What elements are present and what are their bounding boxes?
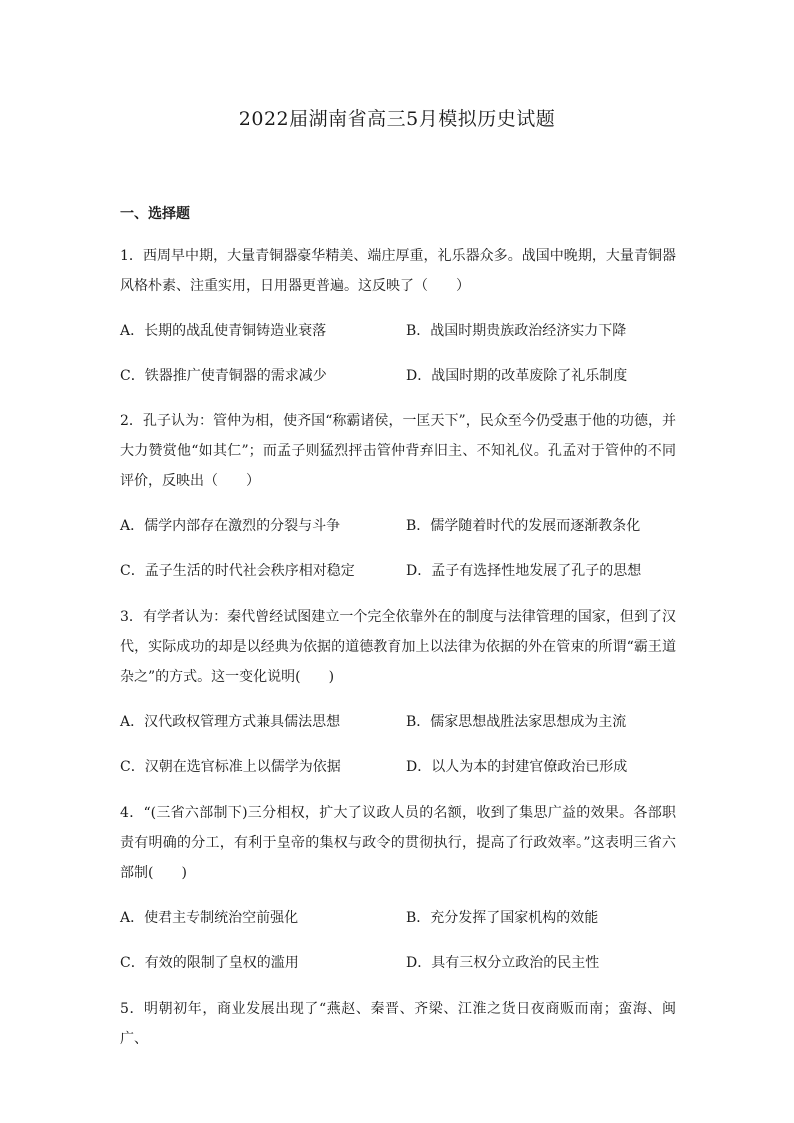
question-2-stem: 2．孔子认为：管仲为相，使齐国“称霸诸侯，一匡天下”，民众至今仍受惠于他的功德，并大力赞赏他“如其仁”；而孟子则猛烈抨击管仲背弃旧主、不知礼仪。孔孟对于管仲的不同评价，反映出（ ） <box>120 413 676 489</box>
question-4-option-c[interactable]: C．有效的限制了皇权的滥用 <box>120 955 299 971</box>
question-1-option-b[interactable]: B．战国时期贵族政治经济实力下降 <box>406 323 627 339</box>
question-3-option-d[interactable]: D．以人为本的封建官僚政治已形成 <box>406 759 628 775</box>
question-2-option-b[interactable]: B．儒学随着时代的发展而逐渐教条化 <box>406 518 641 534</box>
question-4-stem: 4．“(三省六部制下)三分相权，扩大了议政人员的名额，收到了集思广益的效果。各部职责有明确的分工，有利于皇帝的集权与政令的贯彻执行，提高了行政效率。”这表明三省六部制( ) <box>120 805 676 881</box>
question-1-option-a[interactable]: A．长期的战乱使青铜铸造业衰落 <box>120 323 327 339</box>
question-1-option-c[interactable]: C．铁器推广使青铜器的需求减少 <box>120 368 327 384</box>
question-5-stem: 5．明朝初年，商业发展出现了“燕赵、秦晋、齐梁、江淮之货日夜商贩而南；蛮海、闽广、 <box>120 1001 676 1047</box>
question-2-option-a[interactable]: A．儒学内部存在激烈的分裂与斗争 <box>120 518 341 534</box>
question-4-option-b[interactable]: B．充分发挥了国家机构的效能 <box>406 910 599 926</box>
question-2-option-d[interactable]: D．孟子有选择性地发展了孔子的思想 <box>406 563 642 579</box>
question-3-stem: 3．有学者认为：秦代曾经试图建立一个完全依靠外在的制度与法律管理的国家，但到了汉代，实际成功的却是以经典为依据的道德教育加上以法律为依据的外在管束的所谓“霸王道杂之”的方式。这一变化说明( ) <box>120 609 676 685</box>
question-1-option-d[interactable]: D．战国时期的改革废除了礼乐制度 <box>406 368 628 384</box>
question-4-option-a[interactable]: A．使君主专制统治空前强化 <box>120 910 299 926</box>
question-3-option-c[interactable]: C．汉朝在选官标准上以儒学为依据 <box>120 759 341 775</box>
section-heading: 一、选择题 <box>120 206 190 222</box>
question-2-option-c[interactable]: C．孟子生活的时代社会秩序相对稳定 <box>120 563 355 579</box>
page-title: 2022届湖南省高三5月模拟历史试题 <box>238 108 556 130</box>
question-3-option-b[interactable]: B．儒家思想战胜法家思想成为主流 <box>406 714 627 730</box>
question-3-option-a[interactable]: A．汉代政权管理方式兼具儒法思想 <box>120 714 341 730</box>
question-1-stem: 1．西周早中期，大量青铜器豪华精美、端庄厚重，礼乐器众多。战国中晚期，大量青铜器风格朴素、注重实用，日用器更普遍。这反映了（ ） <box>120 248 676 294</box>
question-4-option-d[interactable]: D．具有三权分立政治的民主性 <box>406 955 600 971</box>
